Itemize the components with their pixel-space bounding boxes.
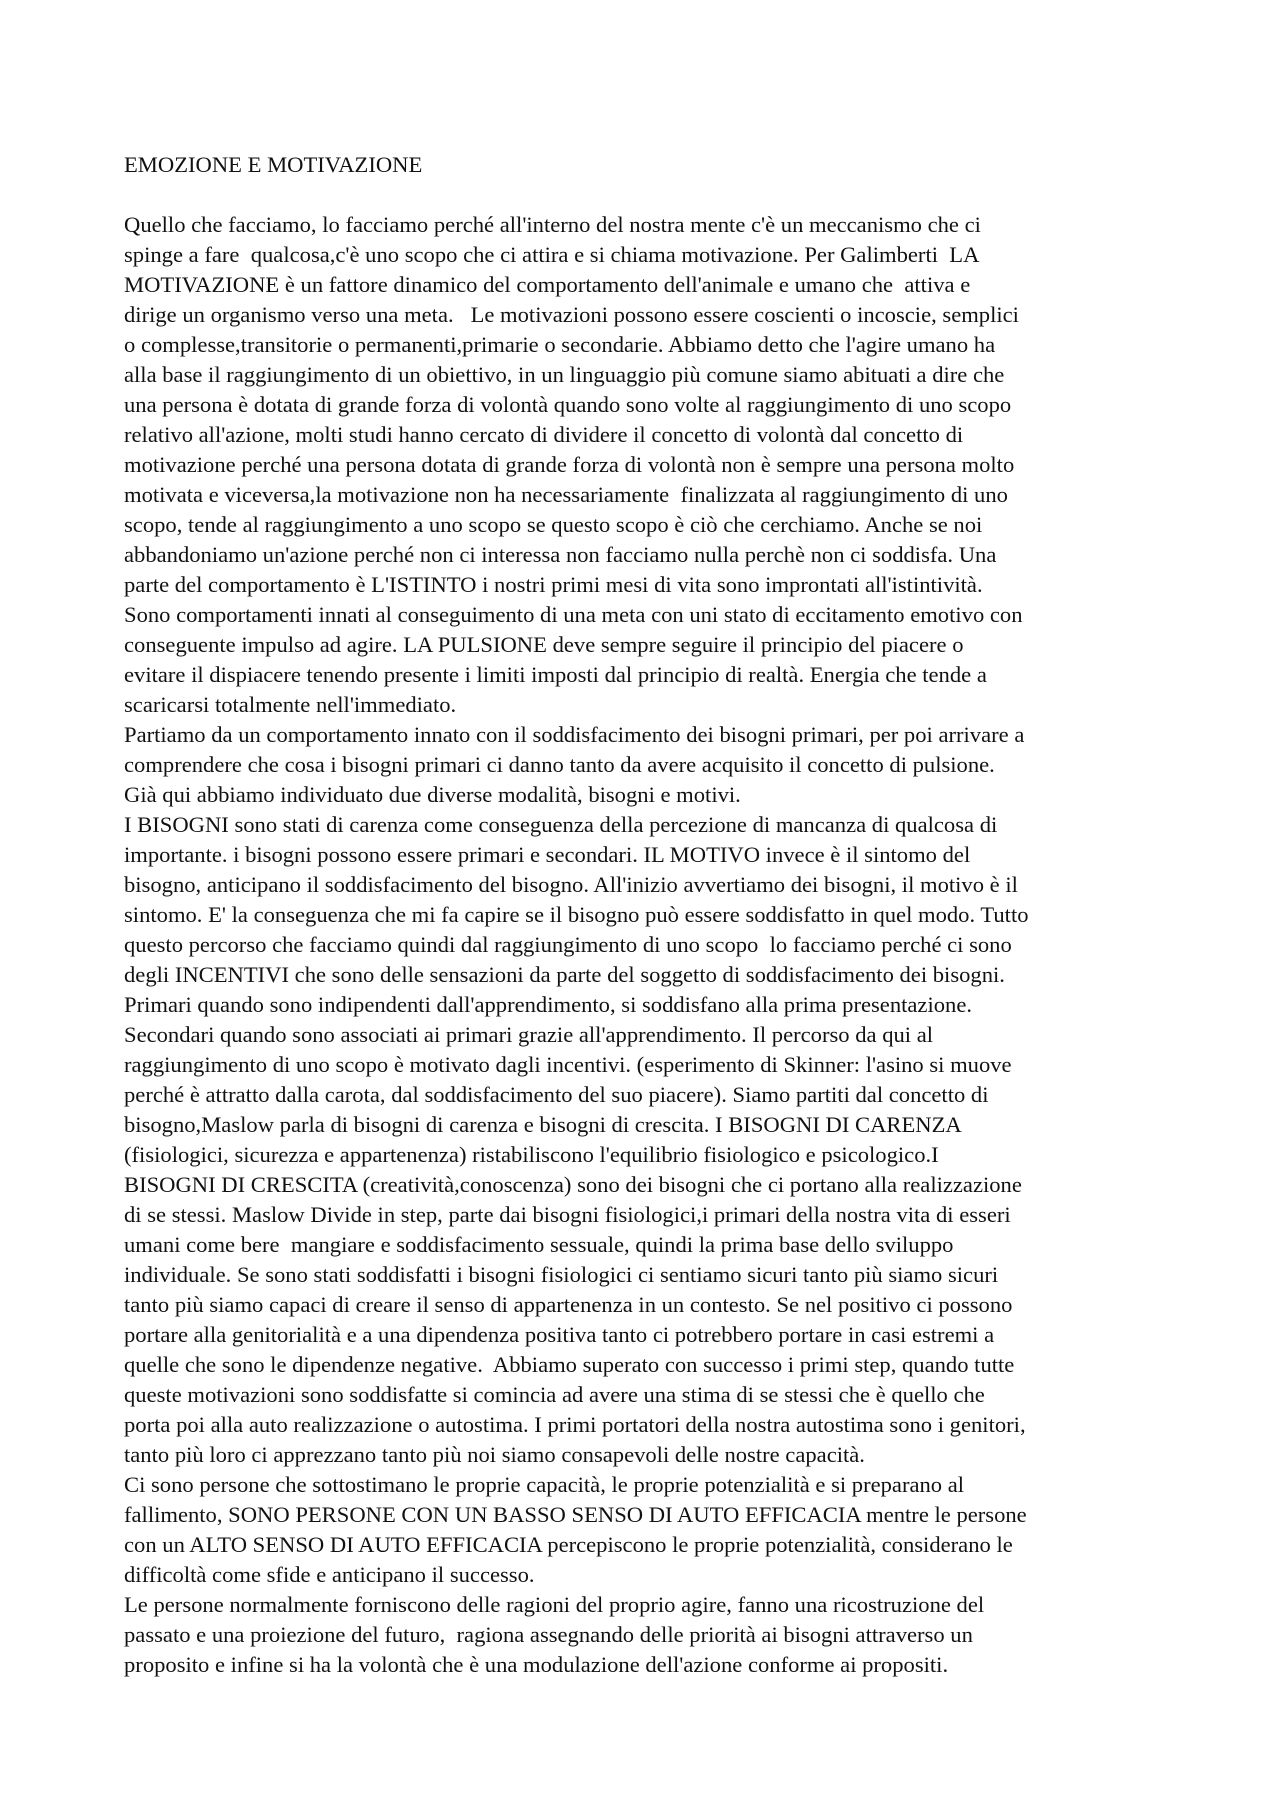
text-line: raggiungimento di uno scopo è motivato dagli incentivi. (esperimento di Skinner: l'asino si muove	[124, 1052, 1012, 1077]
text-line: porta poi alla auto realizzazione o autostima. I primi portatori della nostra autostima sono i genitori,	[124, 1412, 1026, 1437]
text-line: comprendere che cosa i bisogni primari ci danno tanto da avere acquisito il concetto di pulsione.	[124, 752, 995, 777]
text-line: relativo all'azione, molti studi hanno cercato di dividere il concetto di volontà dal concetto di	[124, 422, 964, 447]
text-line: Primari quando sono indipendenti dall'apprendimento, si soddisfano alla prima presentazione.	[124, 992, 972, 1017]
text-line: BISOGNI DI CRESCITA (creatività,conoscenza) sono dei bisogni che ci portano alla realizzazione	[124, 1172, 1022, 1197]
text-line: sintomo. E' la conseguenza che mi fa capire se il bisogno può essere soddisfatto in quel modo. Tutto	[124, 902, 1029, 927]
text-line: Quello che facciamo, lo facciamo perché all'interno del nostra mente c'è un meccanismo che ci	[124, 212, 981, 237]
document-body	[124, 210, 1184, 1680]
text-line: bisogno, anticipano il soddisfacimento del bisogno. All'inizio avvertiamo dei bisogni, il motivo è il	[124, 872, 1018, 897]
text-line: passato e una proiezione del futuro, ragiona assegnando delle priorità ai bisogni attraverso un	[124, 1622, 973, 1647]
text-line: evitare il dispiacere tenendo presente i limiti imposti dal principio di realtà. Energia che tende a	[124, 662, 987, 687]
text-line: queste motivazioni sono soddisfatte si comincia ad avere una stima di se stessi che è quello che	[124, 1382, 985, 1407]
text-line: di se stessi. Maslow Divide in step, parte dai bisogni fisiologici,i primari della nostra vita di esseri	[124, 1202, 1011, 1227]
document-title: EMOZIONE E MOTIVAZIONE	[124, 152, 423, 177]
text-line: motivazione perché una persona dotata di grande forza di volontà non è sempre una persona molto	[124, 452, 1015, 477]
text-line: portare alla genitorialità e a una dipendenza positiva tanto ci potrebbero portare in casi estremi a	[124, 1322, 995, 1347]
text-line: o complesse,transitorie o permanenti,primarie o secondarie. Abbiamo detto che l'agire umano ha	[124, 332, 996, 357]
text-line: difficoltà come sfide e anticipano il successo.	[124, 1562, 535, 1587]
text-line: (fisiologici, sicurezza e appartenenza) ristabiliscono l'equilibrio fisiologico e psicologico.I	[124, 1142, 939, 1167]
text-line: una persona è dotata di grande forza di volontà quando sono volte al raggiungimento di uno scopo	[124, 392, 1012, 417]
text-line: degli INCENTIVI che sono delle sensazioni da parte del soggetto di soddisfacimento dei bisogni.	[124, 962, 1005, 987]
text-line: tanto più siamo capaci di creare il senso di appartenenza in un contesto. Se nel positivo ci possono	[124, 1292, 1013, 1317]
text-line: con un ALTO SENSO DI AUTO EFFICACIA percepiscono le proprie potenzialità, considerano le	[124, 1532, 1013, 1557]
text-line: parte del comportamento è L'ISTINTO i nostri primi mesi di vita sono improntati all'istintività.	[124, 572, 983, 597]
text-line: bisogno,Maslow parla di bisogni di carenza e bisogni di crescita. I BISOGNI DI CARENZA	[124, 1112, 962, 1137]
text-line: scaricarsi totalmente nell'immediato.	[124, 692, 457, 717]
text-line: individuale. Se sono stati soddisfatti i bisogni fisiologici ci sentiamo sicuri tanto più siamo sicuri	[124, 1262, 999, 1287]
text-line: Già qui abbiamo individuato due diverse modalità, bisogni e motivi.	[124, 782, 741, 807]
text-line: proposito e infine si ha la volontà che è una modulazione dell'azione conforme ai propositi.	[124, 1652, 949, 1677]
text-line: Ci sono persone che sottostimano le proprie capacità, le proprie potenzialità e si preparano al	[124, 1472, 965, 1497]
text-line: questo percorso che facciamo quindi dal raggiungimento di uno scopo lo facciamo perché ci sono	[124, 932, 1012, 957]
text-line: tanto più loro ci apprezzano tanto più noi siamo consapevoli delle nostre capacità.	[124, 1442, 865, 1467]
text-line: importante. i bisogni possono essere primari e secondari. IL MOTIVO invece è il sintomo del	[124, 842, 971, 867]
document-page	[124, 150, 1184, 1680]
text-line: Sono comportamenti innati al conseguimento di una meta con uni stato di eccitamento emotivo con	[124, 602, 1023, 627]
text-line: Le persone normalmente forniscono delle ragioni del proprio agire, fanno una ricostruzione del	[124, 1592, 985, 1617]
text-line: conseguente impulso ad agire. LA PULSIONE deve sempre seguire il principio del piacere o	[124, 632, 964, 657]
text-line: Partiamo da un comportamento innato con il soddisfacimento dei bisogni primari, per poi arrivare a	[124, 722, 1025, 747]
text-line: scopo, tende al raggiungimento a uno scopo se questo scopo è ciò che cerchiamo. Anche se noi	[124, 512, 983, 537]
text-line: abbandoniamo un'azione perché non ci interessa non facciamo nulla perchè non ci soddisfa. Una	[124, 542, 997, 567]
text-line: Secondari quando sono associati ai primari grazie all'apprendimento. Il percorso da qui al	[124, 1022, 934, 1047]
text-line: I BISOGNI sono stati di carenza come conseguenza della percezione di mancanza di qualcosa di	[124, 812, 998, 837]
text-line: alla base il raggiungimento di un obiettivo, in un linguaggio più comune siamo abituati a dire che	[124, 362, 1005, 387]
text-line: umani come bere mangiare e soddisfacimento sessuale, quindi la prima base dello sviluppo	[124, 1232, 954, 1257]
text-line: spinge a fare qualcosa,c'è uno scopo che ci attira e si chiama motivazione. Per Galimberti LA	[124, 242, 980, 267]
text-line: dirige un organismo verso una meta. Le motivazioni possono essere coscienti o incoscie, semplici	[124, 302, 1019, 327]
text-line: MOTIVAZIONE è un fattore dinamico del comportamento dell'animale e umano che attiva e	[124, 272, 971, 297]
text-line: fallimento, SONO PERSONE CON UN BASSO SENSO DI AUTO EFFICACIA mentre le persone	[124, 1502, 1027, 1527]
text-line: perché è attratto dalla carota, dal soddisfacimento del suo piacere). Siamo partiti dal concetto di	[124, 1082, 989, 1107]
text-line: quelle che sono le dipendenze negative. Abbiamo superato con successo i primi step, quando tutte	[124, 1352, 1015, 1377]
text-line: motivata e viceversa,la motivazione non ha necessariamente finalizzata al raggiungimento di uno	[124, 482, 1008, 507]
